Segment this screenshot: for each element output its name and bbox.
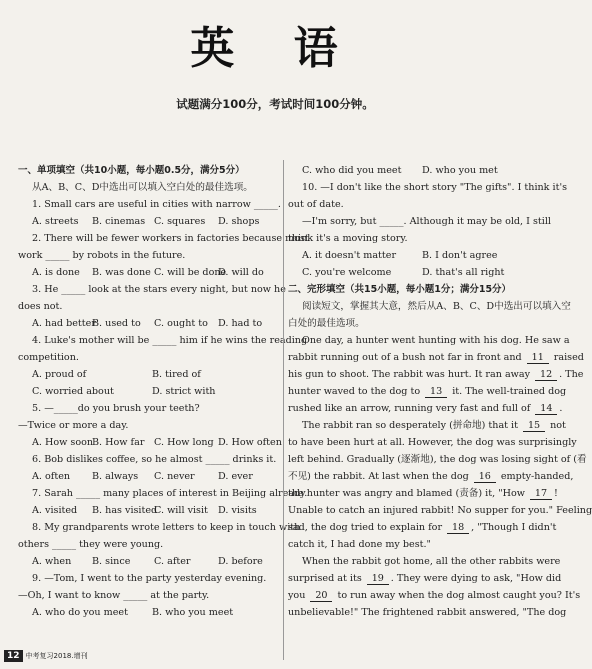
option: C. ought to: [154, 318, 208, 329]
text-line: unbelievable!" The frightened rabbit answered, "The dog: [288, 607, 567, 618]
option: A. when: [32, 556, 72, 567]
text-segment: empty-handed,: [497, 471, 574, 482]
text-line: 9. —Tom, I went to the party yesterday evening.: [32, 573, 267, 584]
text-line: competition.: [18, 352, 79, 363]
text-segment: .: [559, 403, 563, 414]
option: B. cinemas: [92, 216, 146, 227]
option: A. How soon: [32, 437, 94, 448]
blank-number: 15: [523, 420, 545, 432]
right-column: [288, 162, 592, 621]
blank-number: 16: [474, 471, 496, 483]
exam-note: 试题满分100分，考试时间100分钟。: [176, 97, 374, 111]
text-line: [288, 519, 557, 536]
text-segment: the hunter was angry and blamed (责备) it, "How: [288, 488, 529, 499]
column-divider: [283, 160, 284, 660]
text-line: [288, 485, 558, 502]
option: C. will be done: [154, 267, 227, 278]
text-line: 6. Bob dislikes coffee, so he almost _____ drinks it.: [32, 454, 277, 465]
option: B. tired of: [152, 369, 201, 380]
option-row: [18, 502, 280, 519]
text-line: [288, 383, 567, 400]
option: A. had better: [32, 318, 96, 329]
option: B. since: [92, 556, 131, 567]
option: A. is done: [32, 267, 80, 278]
footer-text: 中考复习2018.增刊: [25, 652, 88, 660]
option: C. after: [154, 556, 191, 567]
text-segment: 不见) the rabbit. At last when the dog: [288, 471, 472, 482]
option: C. who did you meet: [302, 165, 402, 176]
option: D. strict with: [152, 386, 216, 397]
text-segment: his gun to shoot. The rabbit was hurt. It ran away: [288, 369, 534, 380]
text-line: —Oh, I want to know _____ at the party.: [18, 590, 210, 601]
blank-number: 18: [447, 522, 469, 534]
blank-number: 12: [535, 369, 557, 381]
option: B. How far: [92, 437, 145, 448]
blank-number: 11: [527, 352, 549, 364]
text-line: 阅读短文，掌握其大意，然后从A、B、C、D中选出可以填入空: [302, 301, 571, 312]
text-segment: to run away when the dog almost caught you? It's: [334, 590, 581, 601]
option: C. squares: [154, 216, 206, 227]
text-segment: . The: [559, 369, 584, 380]
option-row: [18, 366, 280, 383]
text-line: does not.: [18, 301, 63, 312]
option: D. had to: [218, 318, 263, 329]
text-segment: you: [288, 590, 309, 601]
blank-number: 14: [535, 403, 557, 415]
text-line: [288, 417, 566, 434]
option: D. who you met: [422, 165, 498, 176]
option: B. who you meet: [152, 607, 234, 618]
option: A. often: [32, 471, 71, 482]
option: C. worried about: [32, 386, 114, 397]
text-line: 4. Luke's mother will be _____ him if he wins the reading: [32, 335, 308, 346]
text-line: 8. My grandparents wrote letters to keep in touch with: [32, 522, 301, 533]
text-line: 3. He _____ look at the stars every night, but now he: [32, 284, 286, 295]
text-segment: , "Though I didn't: [471, 522, 557, 533]
option: D. How often: [218, 437, 282, 448]
text-line: 5. —_____do you brush your teeth?: [32, 403, 200, 414]
text-line: [288, 366, 584, 383]
text-line: [288, 468, 574, 485]
text-line: [288, 570, 562, 587]
blank-number: 20: [310, 590, 332, 602]
text-line: —I'm sorry, but _____. Although it may be old, I still: [302, 216, 551, 227]
option: A. visited: [32, 505, 78, 516]
text-segment: rabbit running out of a bush not far in front and: [288, 352, 525, 363]
option: D. ever: [218, 471, 253, 482]
text-segment: not: [547, 420, 566, 431]
option: A. streets: [32, 216, 79, 227]
option-row: [18, 213, 280, 230]
option: A. proud of: [32, 369, 87, 380]
section-heading: 二、完形填空（共15小题，每小题1分；满分15分）: [288, 284, 512, 295]
left-column: [18, 162, 309, 621]
option: C. How long: [154, 437, 214, 448]
option: A. who do you meet: [32, 607, 128, 618]
option: D. that's all right: [422, 267, 505, 278]
text-line: work _____ by robots in the future.: [18, 250, 186, 261]
section-heading: 一、单项填空（共10小题，每小题0.5分，满分5分）: [18, 165, 245, 176]
page-footer: [4, 650, 88, 662]
text-line: 2. There will be fewer workers in factories because most: [32, 233, 309, 244]
option-row: [18, 264, 280, 281]
text-segment: surprised at its: [288, 573, 365, 584]
text-segment: . They were dying to ask, "How did: [390, 573, 562, 584]
text-line: to have been hurt at all. However, the dog was surprisingly: [288, 437, 577, 448]
option: B. always: [92, 471, 139, 482]
option-row: [18, 315, 280, 332]
option-row: [18, 434, 280, 451]
text-line: [288, 587, 581, 604]
text-line: 10. —I don't like the short story "The gifts". I think it's: [302, 182, 568, 193]
option-row: [288, 162, 543, 179]
option: A. it doesn't matter: [302, 250, 397, 261]
text-segment: rushed like an arrow, running very fast and full of: [288, 403, 534, 414]
option: C. never: [154, 471, 195, 482]
text-line: 从A、B、C、D中选出可以填入空白处的最佳选项。: [32, 182, 253, 193]
option: C. you're welcome: [302, 267, 392, 278]
page-title: 英 语: [190, 23, 360, 74]
text-line: [288, 349, 584, 366]
option: B. used to: [92, 318, 141, 329]
text-segment: hunter waved to the dog to: [288, 386, 424, 397]
option: B. I don't agree: [422, 250, 498, 261]
option-row: [288, 264, 543, 281]
option-row: [18, 604, 280, 621]
text-line: [288, 400, 563, 417]
option: D. visits: [218, 505, 257, 516]
text-line: others _____ they were young.: [18, 539, 164, 550]
option: B. has visited: [92, 505, 158, 516]
text-line: 白处的最佳选项。: [288, 318, 365, 329]
option-row: [18, 468, 280, 485]
blank-number: 19: [367, 573, 389, 585]
option-row: [288, 247, 543, 264]
text-line: catch it, I had done my best.": [288, 539, 431, 550]
text-segment: sad, the dog tried to explain for: [288, 522, 446, 533]
option: D. before: [218, 556, 263, 567]
text-line: 7. Sarah _____ many places of interest in Beijing already.: [32, 488, 308, 499]
blank-number: 13: [425, 386, 447, 398]
option-row: [18, 553, 280, 570]
page-number: 12: [4, 650, 23, 662]
text-segment: it. The well-trained dog: [449, 386, 567, 397]
text-segment: The rabbit ran so desperately (拼命地) that it: [302, 420, 522, 431]
text-line: —Twice or more a day.: [18, 420, 129, 431]
text-line: One day, a hunter went hunting with his dog. He saw a: [302, 335, 570, 346]
option: D. shops: [218, 216, 260, 227]
option: B. was done: [92, 267, 151, 278]
text-segment: !: [554, 488, 558, 499]
text-line: out of date.: [288, 199, 344, 210]
text-line: When the rabbit got home, all the other rabbits were: [302, 556, 561, 567]
text-line: left behind. Gradually (逐渐地), the dog was losing sight of (看: [288, 454, 587, 465]
option: D. will do: [218, 267, 264, 278]
option-row: [18, 383, 280, 400]
option: C. will visit: [154, 505, 208, 516]
blank-number: 17: [530, 488, 552, 500]
text-line: 1. Small cars are useful in cities with narrow _____.: [32, 199, 281, 210]
text-segment: raised: [550, 352, 584, 363]
text-line: Unable to catch an injured rabbit! No supper for you." Feeling: [288, 505, 592, 516]
text-line: think it's a moving story.: [288, 233, 408, 244]
